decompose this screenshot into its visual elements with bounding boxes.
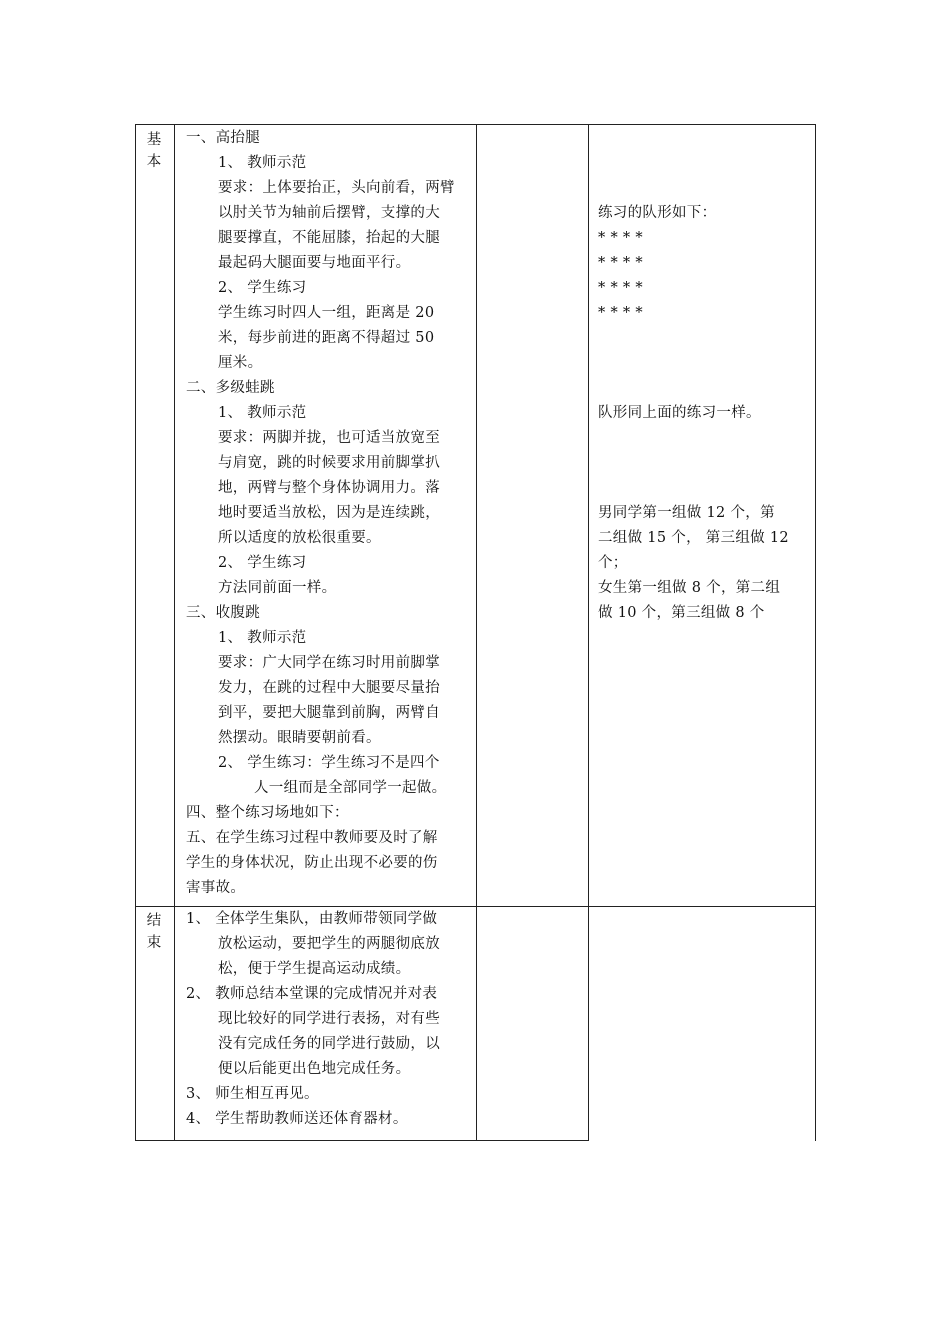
content-line: 学生的身体状况，防止出现不必要的伤	[186, 855, 438, 871]
content-line: 五、在学生练习过程中教师要及时了解	[186, 830, 438, 846]
content-line: 2、 教师总结本堂课的完成情况并对表	[186, 986, 438, 1002]
content-line: 腿要撑直，不能屈膝，抬起的大腿	[218, 230, 440, 246]
content-line: 2、 学生练习	[218, 280, 307, 296]
content-line: 方法同前面一样。	[218, 580, 337, 596]
content-line: 1、 教师示范	[218, 405, 307, 421]
content-line: 便以后能更出色地完成任务。	[218, 1061, 411, 1077]
content-line: 一、高抬腿	[186, 130, 260, 146]
content-line: 到平，要把大腿靠到前胸，两臂自	[218, 705, 440, 721]
section-label-char: 本	[146, 154, 162, 170]
content-line: 2、 学生练习	[218, 555, 307, 571]
content-line: 4、 学生帮助教师送还体育器材。	[186, 1111, 408, 1127]
content-line: 最起码大腿面要与地面平行。	[218, 255, 411, 271]
content-line: 地时要适当放松，因为是连续跳，	[218, 505, 440, 521]
column-divider-1	[174, 124, 175, 1141]
column-divider-3	[588, 124, 589, 1141]
content-line: 松，便于学生提高运动成绩。	[218, 961, 411, 977]
content-line: 厘米。	[218, 355, 263, 371]
content-line: 要求：广大同学在练习时用前脚掌	[218, 655, 440, 671]
section-label-char: 结	[146, 913, 162, 929]
content-line: 地，两臂与整个身体协调用力。落	[218, 480, 440, 496]
content-line: 四、整个练习场地如下：	[186, 805, 349, 821]
note-line: 个；	[598, 555, 628, 571]
table-left-border	[135, 124, 136, 1141]
note-line: * * * *	[598, 280, 643, 296]
content-line: 三、收腹跳	[186, 605, 260, 621]
content-line: 学生练习时四人一组，距离是 20	[218, 305, 435, 321]
content-line: 所以适度的放松很重要。	[218, 530, 381, 546]
content-line: 要求：两脚并拢，也可适当放宽至	[218, 430, 440, 446]
section-label-char: 基	[146, 132, 162, 148]
note-line: 做 10 个，第三组做 8 个	[598, 605, 765, 621]
content-line: 放松运动，要把学生的两腿彻底放	[218, 936, 440, 952]
content-line: 二、多级蛙跳	[186, 380, 275, 396]
content-line: 米，每步前进的距离不得超过 50	[218, 330, 435, 346]
section-label-char: 束	[146, 935, 162, 951]
note-line: 队形同上面的练习一样。	[598, 405, 761, 421]
table-right-border	[815, 124, 816, 1141]
content-line: 发力，在跳的过程中大腿要尽量抬	[218, 680, 440, 696]
content-line: 与肩宽，跳的时候要求用前脚掌扒	[218, 455, 440, 471]
note-line: * * * *	[598, 305, 643, 321]
content-line: 没有完成任务的同学进行鼓励，以	[218, 1036, 440, 1052]
content-line: 以肘关节为轴前后摆臂，支撑的大	[218, 205, 440, 221]
column-divider-2	[476, 124, 477, 1141]
note-line: * * * *	[598, 255, 643, 271]
content-line: 然摆动。眼睛要朝前看。	[218, 730, 381, 746]
note-line: 女生第一组做 8 个，第二组	[598, 580, 781, 596]
note-line: 二组做 15 个， 第三组做 12	[598, 530, 789, 546]
note-line: * * * *	[598, 230, 643, 246]
content-line: 1、 全体学生集队，由教师带领同学做	[186, 911, 438, 927]
content-line: 现比较好的同学进行表扬，对有些	[218, 1011, 440, 1027]
content-line: 3、 师生相互再见。	[186, 1086, 319, 1102]
content-line: 1、 教师示范	[218, 155, 307, 171]
content-line: 2、 学生练习：学生练习不是四个	[218, 755, 440, 771]
note-line: 练习的队形如下：	[598, 205, 717, 221]
content-line: 要求：上体要抬正，头向前看，两臂	[218, 180, 455, 196]
content-line: 人一组而是全部同学一起做。	[254, 780, 447, 796]
table-bottom-border	[135, 1140, 589, 1141]
note-line: 男同学第一组做 12 个，第	[598, 505, 775, 521]
content-line: 害事故。	[186, 880, 246, 896]
content-line: 1、 教师示范	[218, 630, 307, 646]
